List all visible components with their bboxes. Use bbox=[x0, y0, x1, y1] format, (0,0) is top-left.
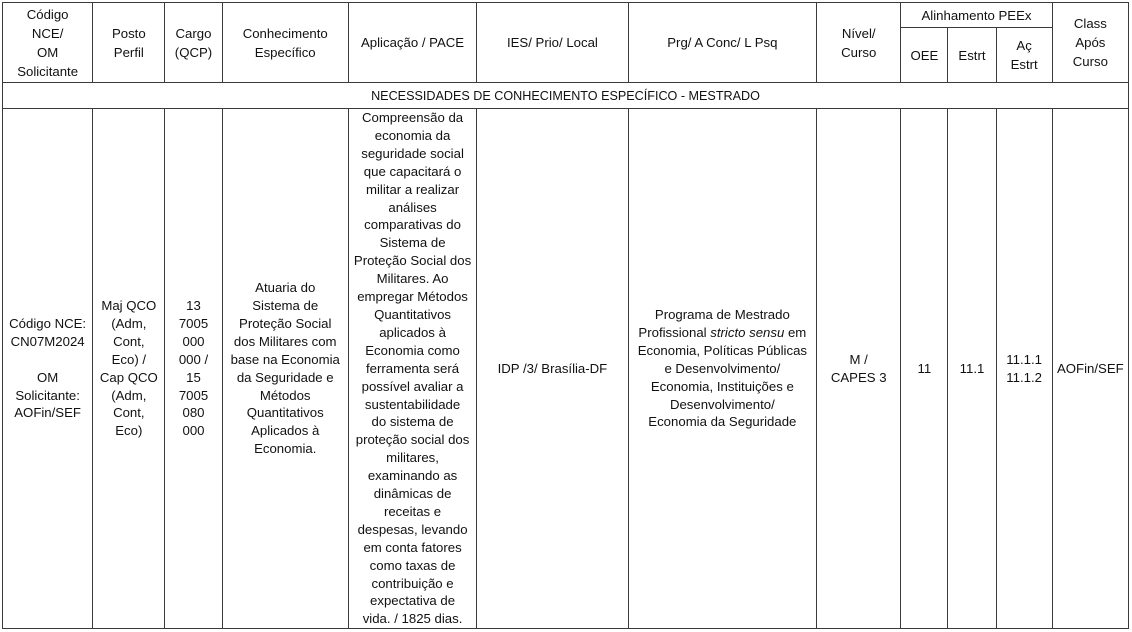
header-conhecimento: Conhecimento Específico bbox=[222, 3, 348, 83]
cell-posto: Maj QCO (Adm, Cont, Eco) / Cap QCO (Adm, Cont, Eco) bbox=[93, 109, 165, 629]
cell-aplicacao: Compreensão da economia da seguridade social que capacitará o militar a realizar análises comparativas do Sistema de Proteção Social dos Militares. Ao empregar Métodos Quantitativos aplicados à Economia como ferramenta será possível avaliar a sustentabilidade do sistema de proteção social dos militares, examinando as dinâmicas de receitas e despesas, levando em conta fatores como taxas de contribuição e expectativa de vida. / 1825 dias. bbox=[348, 109, 476, 629]
header-estrt: Estrt bbox=[948, 28, 996, 83]
requirements-table bbox=[2, 2, 1129, 629]
header-ies: IES/ Prio/ Local bbox=[477, 3, 628, 83]
header-cargo: Cargo (QCP) bbox=[165, 3, 222, 83]
cell-oee: 11 bbox=[901, 109, 948, 629]
header-class: Class Após Curso bbox=[1052, 3, 1128, 83]
header-alinhamento: Alinhamento PEEx bbox=[901, 3, 1052, 28]
header-prg: Prg/ A Conc/ L Psq bbox=[628, 3, 816, 83]
cell-conhecimento: Atuaria do Sistema de Proteção Social dos Militares com base na Economia da Seguridade e Métodos Quantitativos Aplicados à Economia. bbox=[222, 109, 348, 629]
cell-ac-estrt: 11.1.1 11.1.2 bbox=[996, 109, 1052, 629]
table-row bbox=[3, 109, 1129, 629]
header-oee: OEE bbox=[901, 28, 948, 83]
header-nivel: Nível/ Curso bbox=[817, 3, 901, 83]
prg-text-1: Programa de Mestrado Profissional bbox=[638, 306, 790, 340]
cell-prg bbox=[628, 109, 816, 629]
cell-codigo: Código NCE: CN07M2024 OM Solicitante: AOFin/SEF bbox=[3, 109, 93, 629]
header-ac-estrt: Aç Estrt bbox=[996, 28, 1052, 83]
cell-cargo: 13 7005 000 000 / 15 7005 080 000 bbox=[165, 109, 222, 629]
header-codigo: Código NCE/ OM Solicitante bbox=[3, 3, 93, 83]
prg-italic: stricto sensu bbox=[710, 324, 785, 340]
cell-class: AOFin/SEF bbox=[1052, 109, 1128, 629]
cell-estrt: 11.1 bbox=[948, 109, 996, 629]
header-posto: Posto Perfil bbox=[93, 3, 165, 83]
cell-nivel: M / CAPES 3 bbox=[817, 109, 901, 629]
cell-ies: IDP /3/ Brasília-DF bbox=[477, 109, 628, 629]
header-aplicacao: Aplicação / PACE bbox=[348, 3, 476, 83]
prg-text-2: em Economia, Políticas Públicas e Desenvolvimento/ Economia, Instituições e Desenvolvimento/ Economia da Seguridade bbox=[637, 324, 808, 430]
section-title: NECESSIDADES DE CONHECIMENTO ESPECÍFICO - MESTRADO bbox=[3, 83, 1129, 109]
